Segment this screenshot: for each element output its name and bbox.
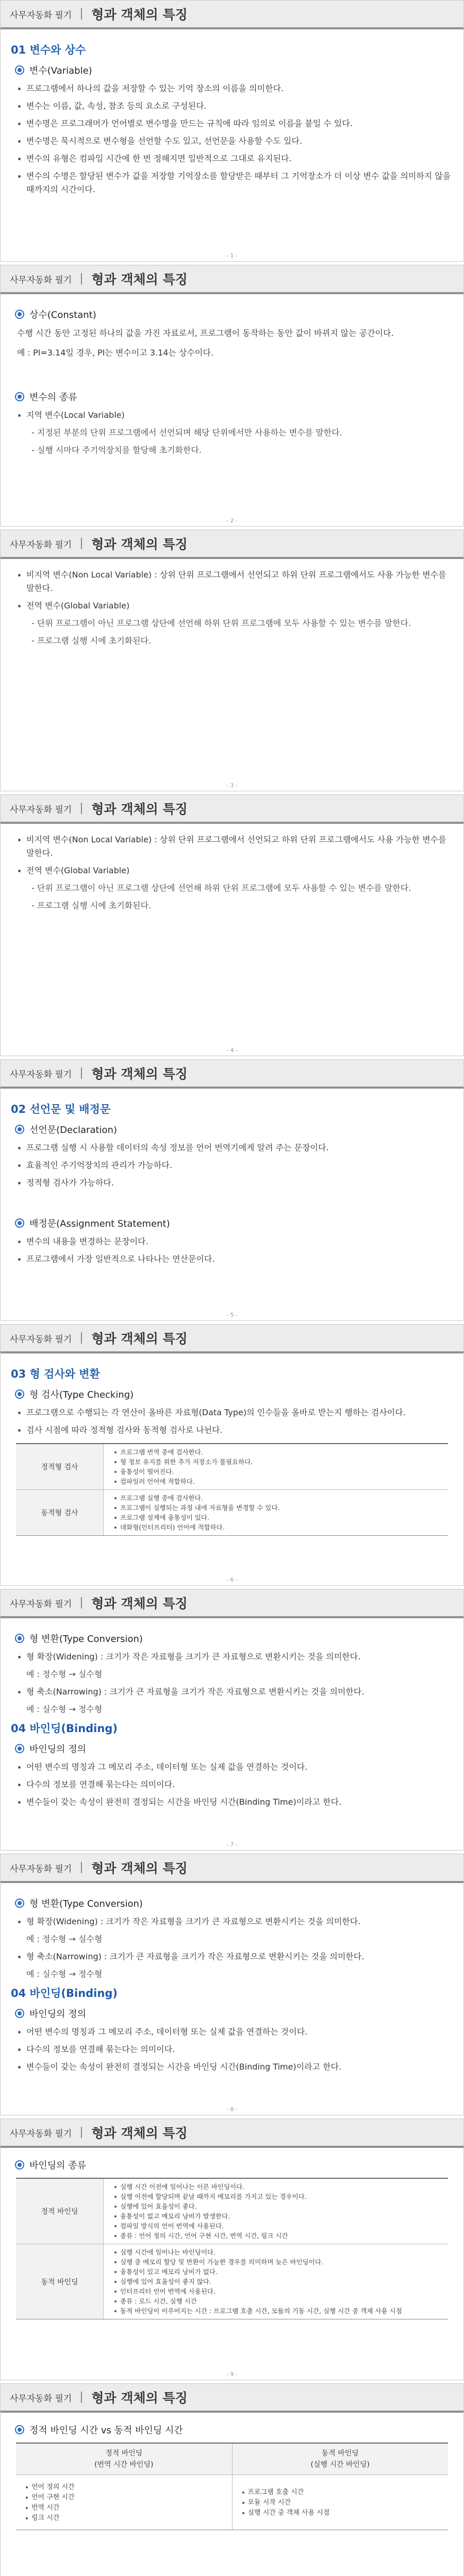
slide-page-3 xyxy=(0,530,464,791)
header-divider xyxy=(81,8,82,20)
slide-header xyxy=(1,530,463,559)
list-item: 번역 시간 xyxy=(24,2503,224,2513)
bullet-item: 변수명은 프로그래머가 언어별로 변수명을 만드는 규칙에 따라 임의로 이름을 붙일 수 있다. xyxy=(16,117,453,130)
list-item: 모듈 시작 시간 xyxy=(241,2498,440,2508)
header-title: 형과 객체의 특징 xyxy=(91,2126,188,2141)
subsection-heading xyxy=(15,1123,453,1136)
subsection-heading xyxy=(15,2423,453,2436)
header-divider xyxy=(81,803,82,814)
slide-page-6 xyxy=(0,1324,464,1586)
header-title: 형과 객체의 특징 xyxy=(91,1861,188,1876)
section-heading: 04 바인딩(Binding) xyxy=(11,1722,118,1735)
bullet-circle-icon xyxy=(15,2160,24,2170)
header-subtitle: 사무자동화 필기 xyxy=(10,275,72,285)
table-cell-item: 인터프리터 언어 번역에 사용된다. xyxy=(113,2286,443,2296)
bullet-item: 프로그램에서 가장 일반적으로 나타나는 연산문이다. xyxy=(16,1252,453,1266)
table-cell-item: 실행 중 메모리 할당 및 반환이 가능한 경우를 의미하며 늦은 바인딩이다. xyxy=(113,2257,443,2267)
slide-header xyxy=(1,1325,463,1353)
detail-line: 예 : 정수형 → 실수형 xyxy=(26,1934,103,1944)
detail-line: - 프로그램 실행 시에 초기화된다. xyxy=(31,636,152,646)
slide-page-2 xyxy=(0,265,464,527)
bullet-item: 형 축소(Narrowing) : 크기가 큰 자료형을 크기가 작은 자료형으로 변환시키는 것을 의미한다. xyxy=(16,1685,453,1699)
bullet-item: 비지역 변수(Non Local Variable) : 상위 단위 프로그램에서 선언되고 하위 단위 프로그램에서도 사용 가능한 변수를 말한다. xyxy=(16,833,453,860)
header-title: 형과 객체의 특징 xyxy=(91,2391,188,2405)
subsection-title: 바인딩의 종류 xyxy=(29,2160,87,2171)
table-cell-item: 종류 : 로드 시간, 실행 시간 xyxy=(113,2296,443,2306)
slide-page-8 xyxy=(0,1854,464,2115)
bullet-item: 비지역 변수(Non Local Variable) : 상위 단위 프로그램에서 선언되고 하위 단위 프로그램에서도 사용 가능한 변수를 말한다. xyxy=(16,568,453,595)
table-body-row xyxy=(16,2475,448,2530)
table-row xyxy=(16,2179,448,2244)
bullet-item: 다수의 정보를 연결해 묶는다는 의미이다. xyxy=(16,2043,453,2056)
table-cell-item: 융통성이 없고 메모리 낭비가 발생한다. xyxy=(113,2211,443,2221)
detail-line: - 실행 시마다 주기억장치를 할당해 초기화한다. xyxy=(31,445,202,455)
table-cell-item: 프로그램 실행 중에 검사한다. xyxy=(113,1493,443,1503)
slide-header xyxy=(1,1589,463,1618)
paragraph: 수행 시간 동안 고정된 하나의 값을 가진 자료로서, 프로그램이 동작하는 동안 값이 바뀌지 않는 공간이다. xyxy=(17,328,394,338)
header-subtitle: 사무자동화 필기 xyxy=(10,539,72,550)
table-header-row xyxy=(16,2444,448,2475)
bullet-item: 다수의 정보를 연결해 묶는다는 의미이다. xyxy=(16,1778,453,1791)
section-heading: 02 선언문 및 배정문 xyxy=(11,1103,111,1115)
subsection-heading xyxy=(15,1632,453,1645)
subsection-title: 바인딩의 정의 xyxy=(29,2009,87,2020)
slide-page-9 xyxy=(0,2119,464,2380)
table-cell-item: 실행 시간 이전에 일어나는 이른 바인딩이다. xyxy=(113,2182,443,2192)
bullet-item: 효율적인 주기억장치의 관리가 가능하다. xyxy=(16,1159,453,1172)
subsection-title: 정적 바인딩 시간 vs 동적 바인딩 시간 xyxy=(29,2425,183,2436)
bullet-circle-icon xyxy=(15,2009,24,2018)
subsection-title: 바인딩의 정의 xyxy=(29,1744,87,1755)
table-row-header: 동적형 검사 xyxy=(16,1490,104,1535)
column-header-static: 정적 바인딩 (번역 시간 바인딩) xyxy=(16,2444,233,2475)
slide-header xyxy=(1,1060,463,1089)
page-number: - 4 - xyxy=(226,1047,238,1054)
binding-comparison-table xyxy=(16,2443,448,2530)
subsection-heading xyxy=(15,1387,453,1401)
table-row-header: 정적 바인딩 xyxy=(16,2179,104,2244)
subsection-heading xyxy=(15,390,453,403)
table-cell-item: 융통성이 있고 메모리 낭비가 없다. xyxy=(113,2267,443,2277)
slide-page-1 xyxy=(0,0,464,262)
table-cell-item: 융통성이 떨어진다. xyxy=(113,1467,443,1477)
subsection-heading xyxy=(15,2158,453,2172)
table-cell-item: 종류 : 언어 정의 시간, 언어 구현 시간, 번역 시간, 링크 시간 xyxy=(113,2231,443,2241)
paragraph: 예 : PI=3.14일 경우, PI는 변수이고 3.14는 상수이다. xyxy=(17,348,213,358)
header-divider xyxy=(81,1597,82,1608)
column-header-dynamic: 동적 바인딩 (실행 시간 바인딩) xyxy=(310,2449,370,2469)
header-subtitle: 사무자동화 필기 xyxy=(10,1334,72,1345)
subsection-heading xyxy=(15,308,453,321)
bullet-item: 형 확장(Widening) : 크기가 작은 자료형을 크기가 큰 자료형으로 변환시키는 것을 의미한다. xyxy=(16,1915,453,1928)
bullet-item: 형 축소(Narrowing) : 크기가 큰 자료형을 크기가 작은 자료형으로 변환시키는 것을 의미한다. xyxy=(16,1950,453,1963)
bullet-item: 변수명은 묵시적으로 변수형을 선언할 수도 있고, 선언문을 사용할 수도 있다. xyxy=(16,134,453,148)
bullet-item: 프로그램에서 하나의 값을 저장할 수 있는 기억 장소의 이름을 의미한다. xyxy=(16,82,453,95)
table-row-header: 동적 바인딩 xyxy=(16,2244,104,2319)
table-cell-item: 프로그램 번역 중에 검사한다. xyxy=(113,1447,443,1457)
bullet-item: 변수는 이름, 값, 속성, 참조 등의 요소로 구성된다. xyxy=(16,99,453,113)
table-cell-item: 컴파일 방식의 언어 번역에 사용된다. xyxy=(113,2221,443,2231)
table-cell xyxy=(104,1490,448,1535)
table-row xyxy=(16,1490,448,1535)
bullet-circle-icon xyxy=(15,2425,24,2434)
table-cell-item: 컴파일러 언어에 적합하다. xyxy=(113,1477,443,1486)
bullet-circle-icon xyxy=(15,1634,24,1643)
detail-line: - 단위 프로그램이 아닌 프로그램 상단에 선언해 하위 단위 프로그램에 모두 사용할 수 있는 변수를 말한다. xyxy=(31,618,411,628)
detail-line: 예 : 실수형 → 정수형 xyxy=(26,1704,103,1714)
header-title: 형과 객체의 특징 xyxy=(91,1066,188,1081)
header-title: 형과 객체의 특징 xyxy=(91,7,188,22)
subsection-title: 형 변환(Type Conversion) xyxy=(29,1899,143,1909)
bullet-item: 검사 시점에 따라 정적형 검사와 동적형 검사로 나뉜다. xyxy=(16,1423,453,1437)
slide-header xyxy=(1,2384,463,2413)
dynamic-column xyxy=(233,2475,449,2530)
header-title: 형과 객체의 특징 xyxy=(91,1596,188,1611)
subsection-heading xyxy=(15,2007,453,2020)
bullet-item: 전역 변수(Global Variable) xyxy=(16,864,453,877)
bullet-circle-icon xyxy=(15,392,24,401)
subsection-title: 형 변환(Type Conversion) xyxy=(29,1634,143,1645)
header-subtitle: 사무자동화 필기 xyxy=(10,1863,72,1874)
header-divider xyxy=(81,2127,82,2138)
bullet-circle-icon xyxy=(15,65,24,75)
bullet-circle-icon xyxy=(15,1899,24,1908)
list-item: 언어 구현 시간 xyxy=(24,2493,224,2503)
table-cell-item: 실행 이전에 할당되며 끝날 때까지 메모리를 가지고 있는 경우이다. xyxy=(113,2192,443,2201)
table-cell-item: 실행에 있어 효율성이 좋다. xyxy=(113,2201,443,2211)
list-item: 링크 시간 xyxy=(24,2513,224,2523)
page-number: - 6 - xyxy=(226,1577,238,1583)
header-divider xyxy=(81,273,82,284)
header-subtitle: 사무자동화 필기 xyxy=(10,2393,72,2404)
subsection-heading xyxy=(15,63,453,77)
table-cell-item: 실행 시간에 일어나는 바인딩이다. xyxy=(113,2247,443,2257)
binding-types-table xyxy=(16,2178,448,2319)
slide-page-7 xyxy=(0,1589,464,1851)
bullet-item: 어떤 변수의 명칭과 그 메모리 주소, 데이터형 또는 실제 값을 연결하는 것이다. xyxy=(16,1760,453,1774)
header-divider xyxy=(81,1862,82,1873)
header-subtitle: 사무자동화 필기 xyxy=(10,804,72,815)
header-divider xyxy=(81,2392,82,2403)
slide-page-10 xyxy=(0,2383,464,2576)
bullet-circle-icon xyxy=(15,310,24,319)
slide-page-5 xyxy=(0,1059,464,1321)
detail-line: - 지정된 부분의 단위 프로그램에서 선언되며 해당 단위에서만 사용하는 변수를 말한다. xyxy=(31,428,342,437)
page-number: - 9 - xyxy=(226,2371,238,2378)
section-heading: 04 바인딩(Binding) xyxy=(11,1987,118,1999)
subsection-title: 형 검사(Type Checking) xyxy=(29,1389,134,1400)
bullet-circle-icon xyxy=(15,1744,24,1753)
table-cell-item: 프로그램이 실행되는 과정 내에 자료형을 변경할 수 있다. xyxy=(113,1503,443,1513)
bullet-item: 프로그램 실행 시 사용할 데이터의 속성 정보를 언어 번역기에게 알려 주는 문장이다. xyxy=(16,1141,453,1155)
bullet-circle-icon xyxy=(15,1389,24,1399)
slide-header xyxy=(1,265,463,294)
detail-line: - 단위 프로그램이 아닌 프로그램 상단에 선언해 하위 단위 프로그램에 모두 사용할 수 있는 변수를 말한다. xyxy=(31,883,411,893)
section-heading: 03 형 검사와 변환 xyxy=(11,1368,100,1380)
table-cell-item: 형 정보 유지를 위한 추가 저장소가 불필요하다. xyxy=(113,1457,443,1467)
page-number: - 7 - xyxy=(226,1841,238,1848)
bullet-item: 변수들이 갖는 속성이 완전히 결정되는 시간을 바인딩 시간(Binding Time)이라고 한다. xyxy=(16,1795,453,1809)
slide-header xyxy=(1,795,463,824)
bullet-item: 프로그램으로 수행되는 각 연산이 올바른 자료형(Data Type)의 인수들을 올바로 받는지 행하는 검사이다. xyxy=(16,1406,453,1419)
header-divider xyxy=(81,538,82,549)
slide-header xyxy=(1,2119,463,2148)
header-title: 형과 객체의 특징 xyxy=(91,802,188,817)
subsection-title: 상수(Constant) xyxy=(29,310,96,320)
subsection-heading xyxy=(15,1216,453,1230)
slide-page-4 xyxy=(0,794,464,1056)
table-cell-item: 동적 바인딩이 이루어지는 시간 : 프로그램 호출 시간, 모듈의 기동 시간, 실행 시간 중 객체 사용 시점 xyxy=(113,2306,443,2316)
table-row xyxy=(16,2244,448,2319)
subsection-heading xyxy=(15,1742,453,1755)
subsection-title: 변수의 종류 xyxy=(29,392,77,403)
table-cell-item: 실행에 있어 효율성이 좋지 않다. xyxy=(113,2277,443,2286)
header-subtitle: 사무자동화 필기 xyxy=(10,2128,72,2139)
bullet-circle-icon xyxy=(15,1218,24,1228)
header-divider xyxy=(81,1332,82,1344)
bullet-item: 지역 변수(Local Variable) xyxy=(16,409,453,422)
table-cell xyxy=(104,2244,448,2319)
section-heading: 01 변수와 상수 xyxy=(11,44,86,56)
subsection-title: 배정문(Assignment Statement) xyxy=(29,1218,170,1229)
header-subtitle: 사무자동화 필기 xyxy=(10,1599,72,1609)
page-number: - 3 - xyxy=(226,782,238,789)
bullet-circle-icon xyxy=(15,1125,24,1134)
table-row xyxy=(16,1444,448,1490)
detail-line: - 프로그램 실행 시에 초기화된다. xyxy=(31,901,152,910)
header-divider xyxy=(81,1067,82,1079)
header-subtitle: 사무자동화 필기 xyxy=(10,1069,72,1080)
header-title: 형과 객체의 특징 xyxy=(91,1331,188,1346)
bullet-item: 형 확장(Widening) : 크기가 작은 자료형을 크기가 큰 자료형으로 변환시키는 것을 의미한다. xyxy=(16,1650,453,1664)
bullet-item: 어떤 변수의 명칭과 그 메모리 주소, 데이터형 또는 실제 값을 연결하는 것이다. xyxy=(16,2025,453,2039)
table-cell xyxy=(104,2179,448,2244)
bullet-item: 전역 변수(Global Variable) xyxy=(16,599,453,613)
detail-line: 예 : 실수형 → 정수형 xyxy=(26,1969,103,1979)
list-item: 언어 정의 시간 xyxy=(24,2482,224,2493)
list-item: 실행 시간 중 객체 사용 시점 xyxy=(241,2508,440,2518)
static-column xyxy=(16,2475,233,2530)
table-cell xyxy=(104,1444,448,1489)
page-number: - 1 - xyxy=(226,252,238,259)
slide-header xyxy=(1,1854,463,1883)
bullet-item: 변수의 수명은 할당된 변수가 값을 저장할 기억장소를 할당받은 때부터 그 기억장소가 더 이상 변수 값을 의미하지 않을 때까지의 시간이다. xyxy=(16,170,453,196)
page-number: - 8 - xyxy=(226,2106,238,2113)
table-cell-item: 대화형(인터프리터) 언어에 적합하다. xyxy=(113,1522,443,1532)
subsection-title: 선언문(Declaration) xyxy=(29,1125,117,1136)
bullet-item: 정적형 검사가 가능하다. xyxy=(16,1176,453,1190)
header-title: 형과 객체의 특징 xyxy=(91,537,188,552)
page-number: - 5 - xyxy=(226,1312,238,1318)
bullet-item: 변수들이 갖는 속성이 완전히 결정되는 시간을 바인딩 시간(Binding Time)이라고 한다. xyxy=(16,2060,453,2074)
bullet-item: 변수의 내용을 변경하는 문장이다. xyxy=(16,1235,453,1248)
header-title: 형과 객체의 특징 xyxy=(91,272,188,287)
bullet-item: 변수의 유형은 컴파일 시간에 한 번 정해지면 일반적으로 그대로 유지된다. xyxy=(16,152,453,165)
subsection-title: 변수(Variable) xyxy=(29,65,92,76)
detail-line: 예 : 정수형 → 실수형 xyxy=(26,1669,103,1679)
page-number: - 2 - xyxy=(226,517,238,524)
table-row-header: 정적형 검사 xyxy=(16,1444,104,1489)
slide-header xyxy=(1,1,463,29)
subsection-heading xyxy=(15,1896,453,1910)
table-cell-item: 프로그램 설계에 융통성이 있다. xyxy=(113,1513,443,1522)
header-subtitle: 사무자동화 필기 xyxy=(10,10,72,21)
list-item: 프로그램 호출 시간 xyxy=(241,2487,440,2498)
type-check-table xyxy=(16,1443,448,1536)
